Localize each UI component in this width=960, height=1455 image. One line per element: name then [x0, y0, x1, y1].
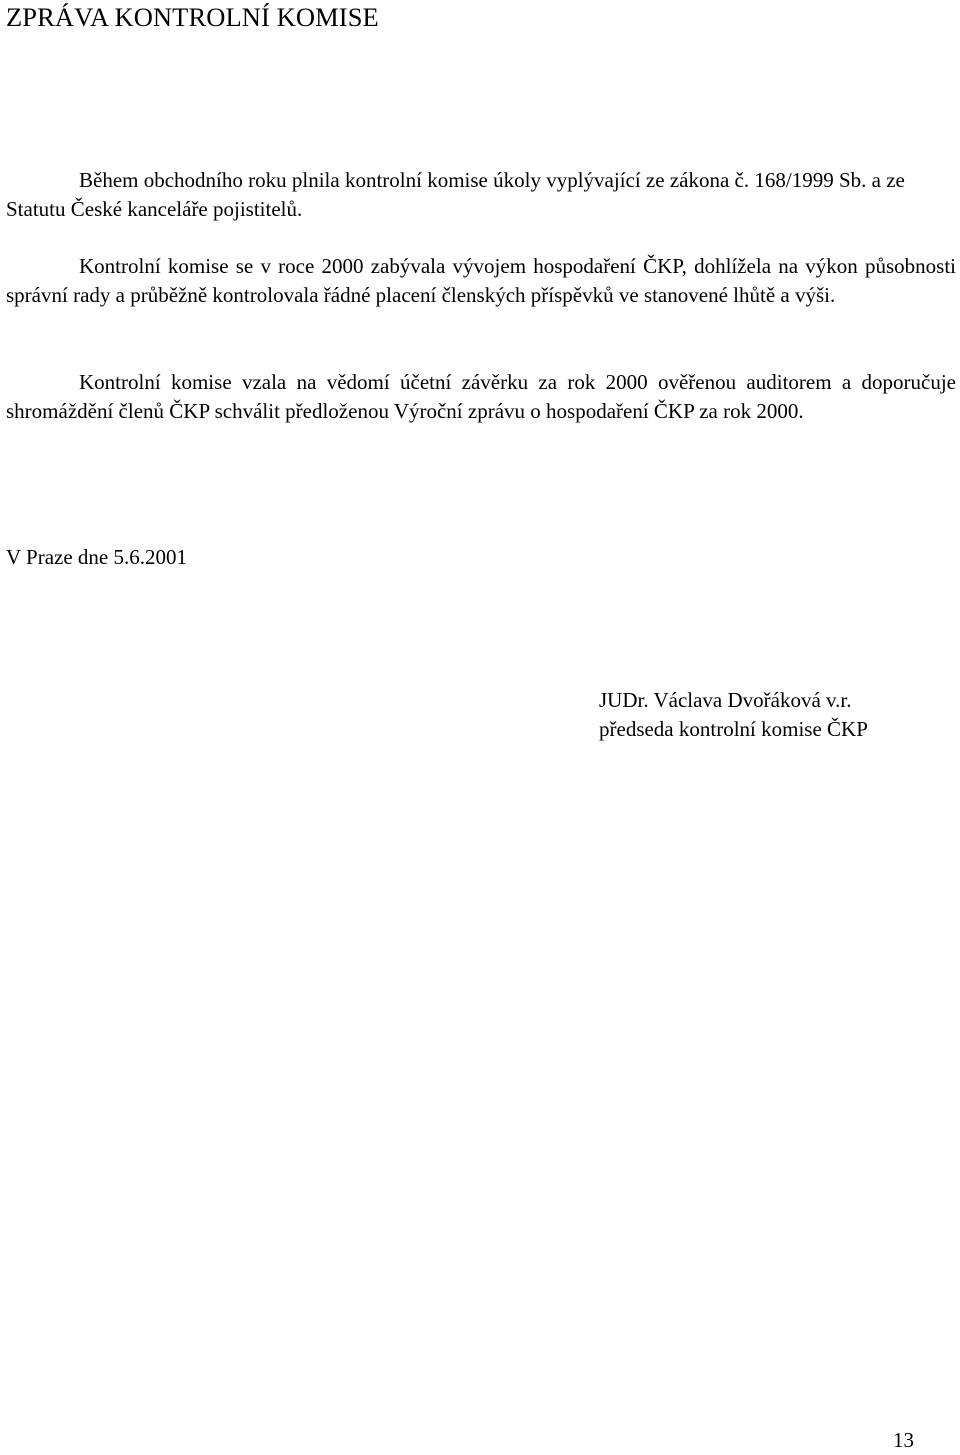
- page-number: 13: [893, 1428, 914, 1452]
- page-title: ZPRÁVA KONTROLNÍ KOMISE: [6, 2, 379, 32]
- paragraph-activities: Kontrolní komise se v roce 2000 zabývala vývojem hospodaření ČKP, dohlížela na výkon působnosti správní rady a průběžně kontrolovala řádné placení členských příspěvků ve stanovené lhůtě a výši.: [6, 254, 956, 307]
- signatory-name: JUDr. Václava Dvořáková v.r.: [599, 688, 852, 712]
- paragraph-recommendation: Kontrolní komise vzala na vědomí účetní závěrku za rok 2000 ověřenou auditorem a doporučuje shromáždění členů ČKP schválit předloženou Výroční zprávu o hospodaření ČKP za rok 2000.: [6, 370, 956, 423]
- paragraph-mandate: Během obchodního roku plnila kontrolní komise úkoly vyplývající ze zákona č. 168/1999 Sb. a ze Statutu České kanceláře pojistitelů.: [6, 168, 905, 221]
- signatory-role: předseda kontrolní komise ČKP: [599, 717, 868, 741]
- place-date: V Praze dne 5.6.2001: [6, 545, 187, 569]
- signature-block: [599, 686, 868, 744]
